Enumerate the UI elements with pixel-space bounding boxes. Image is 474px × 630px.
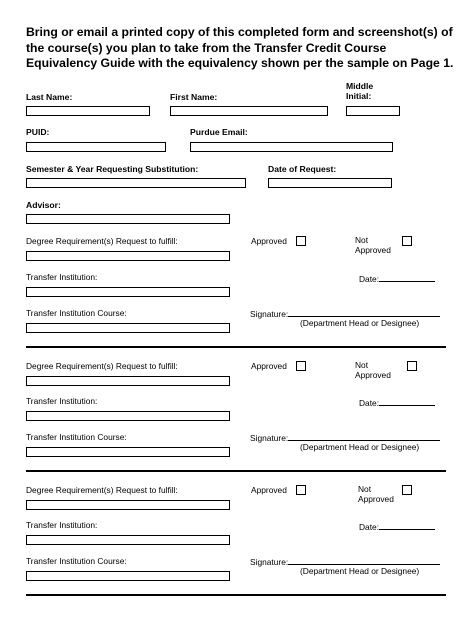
signature-underline [288, 308, 440, 317]
approved-label: Approved [251, 236, 287, 246]
not-approved-label-line1: Not [355, 360, 369, 370]
department-head-caption: (Department Head or Designee) [300, 442, 420, 452]
transfer-institution-field[interactable] [26, 287, 230, 297]
date-line[interactable] [359, 521, 435, 532]
middle-initial-label-line2: Initial: [346, 91, 372, 101]
puid-field[interactable] [26, 142, 166, 152]
not-approved-label-line2: Approved [358, 494, 394, 504]
approved-label: Approved [251, 485, 287, 495]
date-label: Date: [359, 398, 380, 408]
transfer-institution-field[interactable] [26, 535, 230, 545]
signature-label: Signature: [250, 557, 289, 567]
transfer-course-field[interactable] [26, 323, 230, 333]
transfer-course-field[interactable] [26, 571, 230, 581]
approved-checkbox[interactable] [296, 485, 306, 495]
form-instructions: Bring or email a printed copy of this completed form and screenshot(s) of the course(s) you plan to take from the Transfer Credit Course Equivalency Guide with the equivalency shown per the sample on Page 1. [26, 25, 454, 70]
degree-requirement-field[interactable] [26, 500, 230, 510]
semester-year-field[interactable] [26, 178, 246, 188]
transfer-institution-label: Transfer Institution: [26, 520, 98, 530]
transfer-course-label: Transfer Institution Course: [26, 432, 127, 442]
date-underline [379, 397, 435, 406]
transfer-course-label: Transfer Institution Course: [26, 556, 127, 566]
not-approved-checkbox[interactable] [402, 485, 412, 495]
date-label: Date: [359, 274, 380, 284]
middle-initial-label-line1: Middle [346, 81, 374, 91]
date-underline [379, 273, 435, 282]
purdue-email-label: Purdue Email: [190, 127, 248, 137]
last-name-field[interactable] [26, 106, 150, 116]
degree-requirement-label: Degree Requirement(s) Request to fulfill: [26, 485, 178, 495]
not-approved-label-line2: Approved [355, 245, 391, 255]
signature-label: Signature: [250, 433, 289, 443]
first-name-field[interactable] [170, 106, 328, 116]
approved-checkbox[interactable] [296, 361, 306, 371]
date-underline [379, 521, 435, 530]
date-label: Date: [359, 522, 380, 532]
date-line[interactable] [359, 273, 435, 284]
transfer-institution-label: Transfer Institution: [26, 396, 98, 406]
transfer-course-label: Transfer Institution Course: [26, 308, 127, 318]
puid-label: PUID: [26, 127, 50, 137]
degree-requirement-label: Degree Requirement(s) Request to fulfill: [26, 236, 178, 246]
not-approved-label-line2: Approved [355, 370, 391, 380]
degree-requirement-label: Degree Requirement(s) Request to fulfill: [26, 361, 178, 371]
transfer-institution-field[interactable] [26, 411, 230, 421]
department-head-caption: (Department Head or Designee) [300, 566, 420, 576]
first-name-label: First Name: [170, 92, 218, 102]
degree-requirement-field[interactable] [26, 376, 230, 386]
section-divider [26, 594, 446, 596]
not-approved-label-line1: Not [358, 484, 372, 494]
semester-year-label: Semester & Year Requesting Substitution: [26, 164, 199, 174]
signature-underline [288, 556, 440, 565]
advisor-label: Advisor: [26, 200, 61, 210]
degree-requirement-field[interactable] [26, 251, 230, 261]
middle-initial-field[interactable] [346, 106, 400, 116]
signature-label: Signature: [250, 309, 289, 319]
date-of-request-field[interactable] [268, 178, 392, 188]
signature-underline [288, 432, 440, 441]
date-line[interactable] [359, 397, 435, 408]
transfer-course-field[interactable] [26, 447, 230, 457]
not-approved-label-line1: Not [355, 235, 369, 245]
date-of-request-label: Date of Request: [268, 164, 337, 174]
last-name-label: Last Name: [26, 92, 73, 102]
department-head-caption: (Department Head or Designee) [300, 318, 420, 328]
transfer-institution-label: Transfer Institution: [26, 272, 98, 282]
approved-label: Approved [251, 361, 287, 371]
not-approved-checkbox[interactable] [402, 236, 412, 246]
not-approved-checkbox[interactable] [407, 361, 417, 371]
approved-checkbox[interactable] [296, 236, 306, 246]
advisor-field[interactable] [26, 214, 230, 224]
purdue-email-field[interactable] [190, 142, 393, 152]
section-divider [26, 346, 446, 348]
section-divider [26, 470, 446, 472]
